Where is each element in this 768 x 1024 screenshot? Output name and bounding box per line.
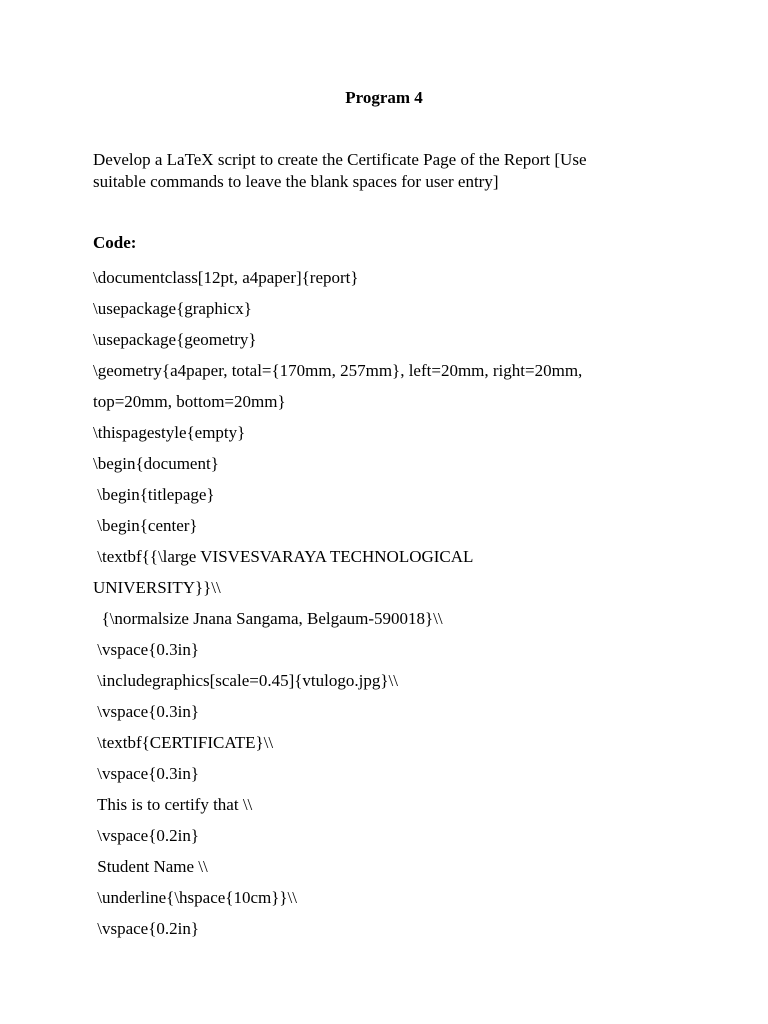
- code-line: Student Name \\: [93, 857, 208, 876]
- code-block: [93, 262, 653, 944]
- intro-paragraph: [93, 149, 653, 193]
- code-line: \begin{center}: [93, 516, 198, 535]
- code-line: \underline{\hspace{10cm}}\\: [93, 888, 297, 907]
- code-line: \usepackage{geometry}: [93, 330, 257, 349]
- code-line: \textbf{{\large VISVESVARAYA TECHNOLOGICAL: [93, 547, 474, 566]
- code-line: top=20mm, bottom=20mm}: [93, 392, 286, 411]
- code-line: \vspace{0.3in}: [93, 702, 200, 721]
- code-line: \geometry{a4paper, total={170mm, 257mm}, left=20mm, right=20mm,: [93, 361, 583, 380]
- intro-line: Develop a LaTeX script to create the Certificate Page of the Report [Use: [93, 150, 587, 169]
- code-line: \vspace{0.2in}: [93, 919, 200, 938]
- code-heading: Code:: [93, 233, 137, 252]
- code-line: \begin{document}: [93, 454, 219, 473]
- code-line: \textbf{CERTIFICATE}\\: [93, 733, 274, 752]
- code-line: \usepackage{graphicx}: [93, 299, 252, 318]
- page-title: Program 4: [345, 88, 423, 107]
- code-line: \vspace{0.3in}: [93, 640, 200, 659]
- code-line: UNIVERSITY}}\\: [93, 578, 221, 597]
- code-line: This is to certify that \\: [93, 795, 253, 814]
- intro-line: suitable commands to leave the blank spaces for user entry]: [93, 172, 499, 191]
- code-line: \documentclass[12pt, a4paper]{report}: [93, 268, 359, 287]
- code-line: \thispagestyle{empty}: [93, 423, 246, 442]
- code-line: \vspace{0.2in}: [93, 826, 200, 845]
- code-line: {\normalsize Jnana Sangama, Belgaum-590018}\\: [93, 609, 443, 628]
- code-line: \includegraphics[scale=0.45]{vtulogo.jpg}\\: [93, 671, 398, 690]
- code-line: \vspace{0.3in}: [93, 764, 200, 783]
- code-line: \begin{titlepage}: [93, 485, 215, 504]
